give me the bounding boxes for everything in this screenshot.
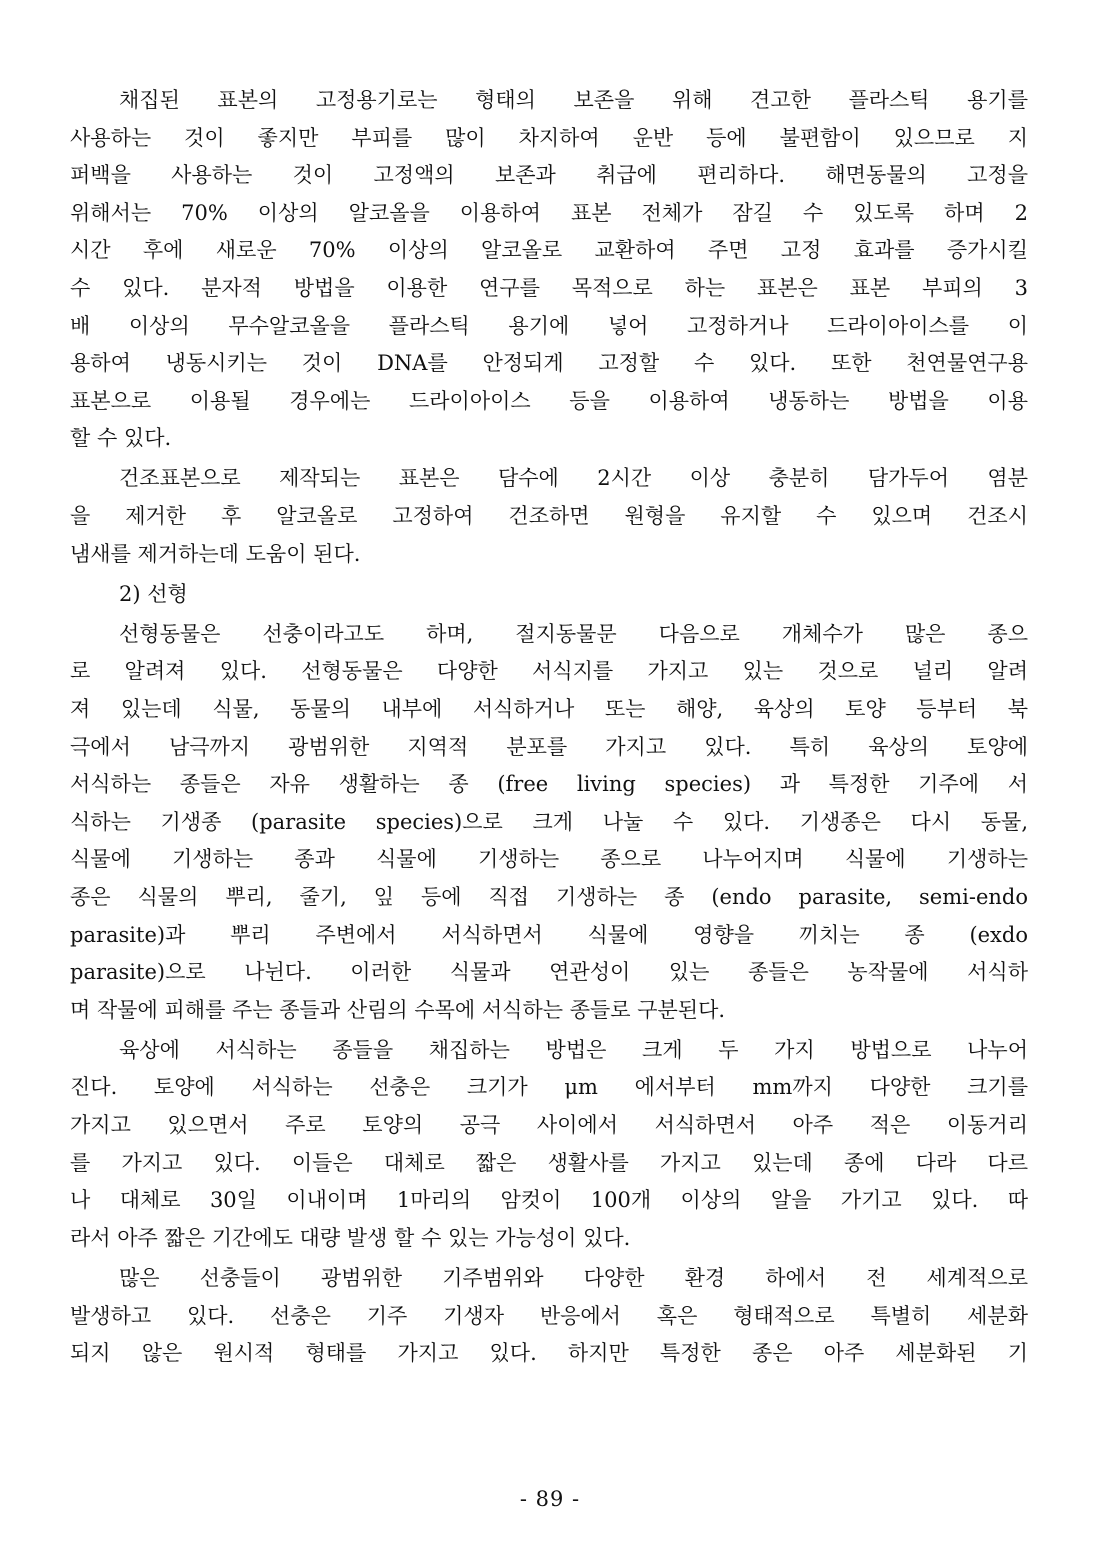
text-line: 로 알려져 있다. 선형동물은 다양한 서식지를 가지고 있는 것으로 널리 알려 [70,659,1028,684]
text-line: 서식하는 종들은 자유 생활하는 종 (free living species) 과 특정한 기주에 서 [70,772,1028,797]
text-line: 식하는 기생종 (parasite species)으로 크게 나눌 수 있다. 기생종은 다시 동물, [70,809,1028,834]
text-line: 식물에 기생하는 종과 식물에 기생하는 종으로 나누어지며 식물에 기생하는 [70,847,1028,872]
text-line: 선형동물은 선충이라고도 하며, 절지동물문 다음으로 개체수가 많은 종으 [119,621,1028,646]
text-line: 할 수 있다. [70,426,172,451]
text-line: 시간 후에 새로운 70% 이상의 알코올로 교환하여 주면 고정 효과를 증가시킬 [70,238,1028,263]
text-line: 되지 않은 원시적 형태를 가지고 있다. 하지만 특정한 종은 아주 세분화된 기 [70,1341,1028,1366]
body-text [70,82,1028,1375]
text-line: 육상에 서식하는 종들을 채집하는 방법은 크게 두 가지 방법으로 나누어 [119,1037,1028,1062]
text-line: 라서 아주 짧은 기간에도 대량 발생 할 수 있는 가능성이 있다. [70,1225,631,1250]
text-line: 표본으로 이용될 경우에는 드라이아이스 등을 이용하여 냉동하는 방법을 이용 [70,388,1028,413]
text-line: 져 있는데 식물, 동물의 내부에 서식하거나 또는 해양, 육상의 토양 등부터 북 [70,697,1028,721]
paragraph-nematode-overview [70,616,1028,1030]
text-line: 퍼백을 사용하는 것이 고정액의 보존과 취급에 편리하다. 해면동물의 고정을 [70,163,1028,188]
text-line: 발생하고 있다. 선충은 기주 기생자 반응에서 혹은 형태적으로 특별히 세분화 [70,1303,1028,1328]
text-line: parasite)과 뿌리 주변에서 서식하면서 식물에 영향을 끼치는 종 (exdo [70,922,1028,947]
text-line: 위해서는 70% 이상의 알코올을 이용하여 표본 전체가 잠길 수 있도록 하며 2 [70,200,1028,225]
text-line: 용하여 냉동시키는 것이 DNA를 안정되게 고정할 수 있다. 또한 천연물연구용 [70,351,1028,376]
text-line: 많은 선충들이 광범위한 기주범위와 다양한 환경 하에서 전 세계적으로 [119,1265,1028,1290]
paragraph-fixation-containers [70,82,1028,458]
text-line: 수 있다. 분자적 방법을 이용한 연구를 목적으로 하는 표본은 표본 부피의 3 [70,275,1028,300]
text-line: 진다. 토양에 서식하는 선충은 크기가 μm 에서부터 mm까지 다양한 크기를 [70,1075,1028,1100]
paragraph-collection-methods [70,1032,1028,1258]
text-line: 가지고 있으면서 주로 토양의 공극 사이에서 서식하면서 아주 적은 이동거리 [70,1113,1028,1138]
text-line: 냄새를 제거하는데 도움이 된다. [70,541,361,566]
text-line: 채집된 표본의 고정용기로는 형태의 보존을 위해 견고한 플라스틱 용기를 [119,88,1028,112]
page-number: - 89 - [519,1487,581,1511]
text-line: 건조표본으로 제작되는 표본은 담수에 2시간 이상 충분히 담가두어 염분 [119,466,1028,491]
text-line: 극에서 남극까지 광범위한 지역적 분포를 가지고 있다. 특히 육상의 토양에 [70,734,1028,759]
section-heading: 2) 선형 [119,581,188,606]
text-line: 종은 식물의 뿌리, 줄기, 잎 등에 직접 기생하는 종 (endo parasite, semi-endo [70,884,1028,909]
text-line: 며 작물에 피해를 주는 종들과 산림의 수목에 서식하는 종들로 구분된다. [70,997,726,1022]
text-line: parasite)으로 나뉜다. 이러한 식물과 연관성이 있는 종들은 농작물에 서식하 [70,960,1028,985]
text-line: 을 제거한 후 알코올로 고정하여 건조하면 원형을 유지할 수 있으며 건조시 [70,504,1028,529]
text-line: 나 대체로 30일 이내이며 1마리의 암컷이 100개 이상의 알을 가기고 있다. 따 [70,1188,1028,1213]
paragraph-host-range [70,1260,1028,1373]
text-line: 배 이상의 무수알코올을 플라스틱 용기에 넣어 고정하거나 드라이아이스를 이 [70,313,1028,338]
text-line: 사용하는 것이 좋지만 부피를 많이 차지하여 운반 등에 불편함이 있으므로 지 [70,125,1028,150]
paragraph-dry-specimens [70,460,1028,573]
section-heading-nematoda [70,576,1028,614]
text-line: 를 가지고 있다. 이들은 대체로 짧은 생활사를 가지고 있는데 종에 다라 다르 [70,1150,1028,1175]
